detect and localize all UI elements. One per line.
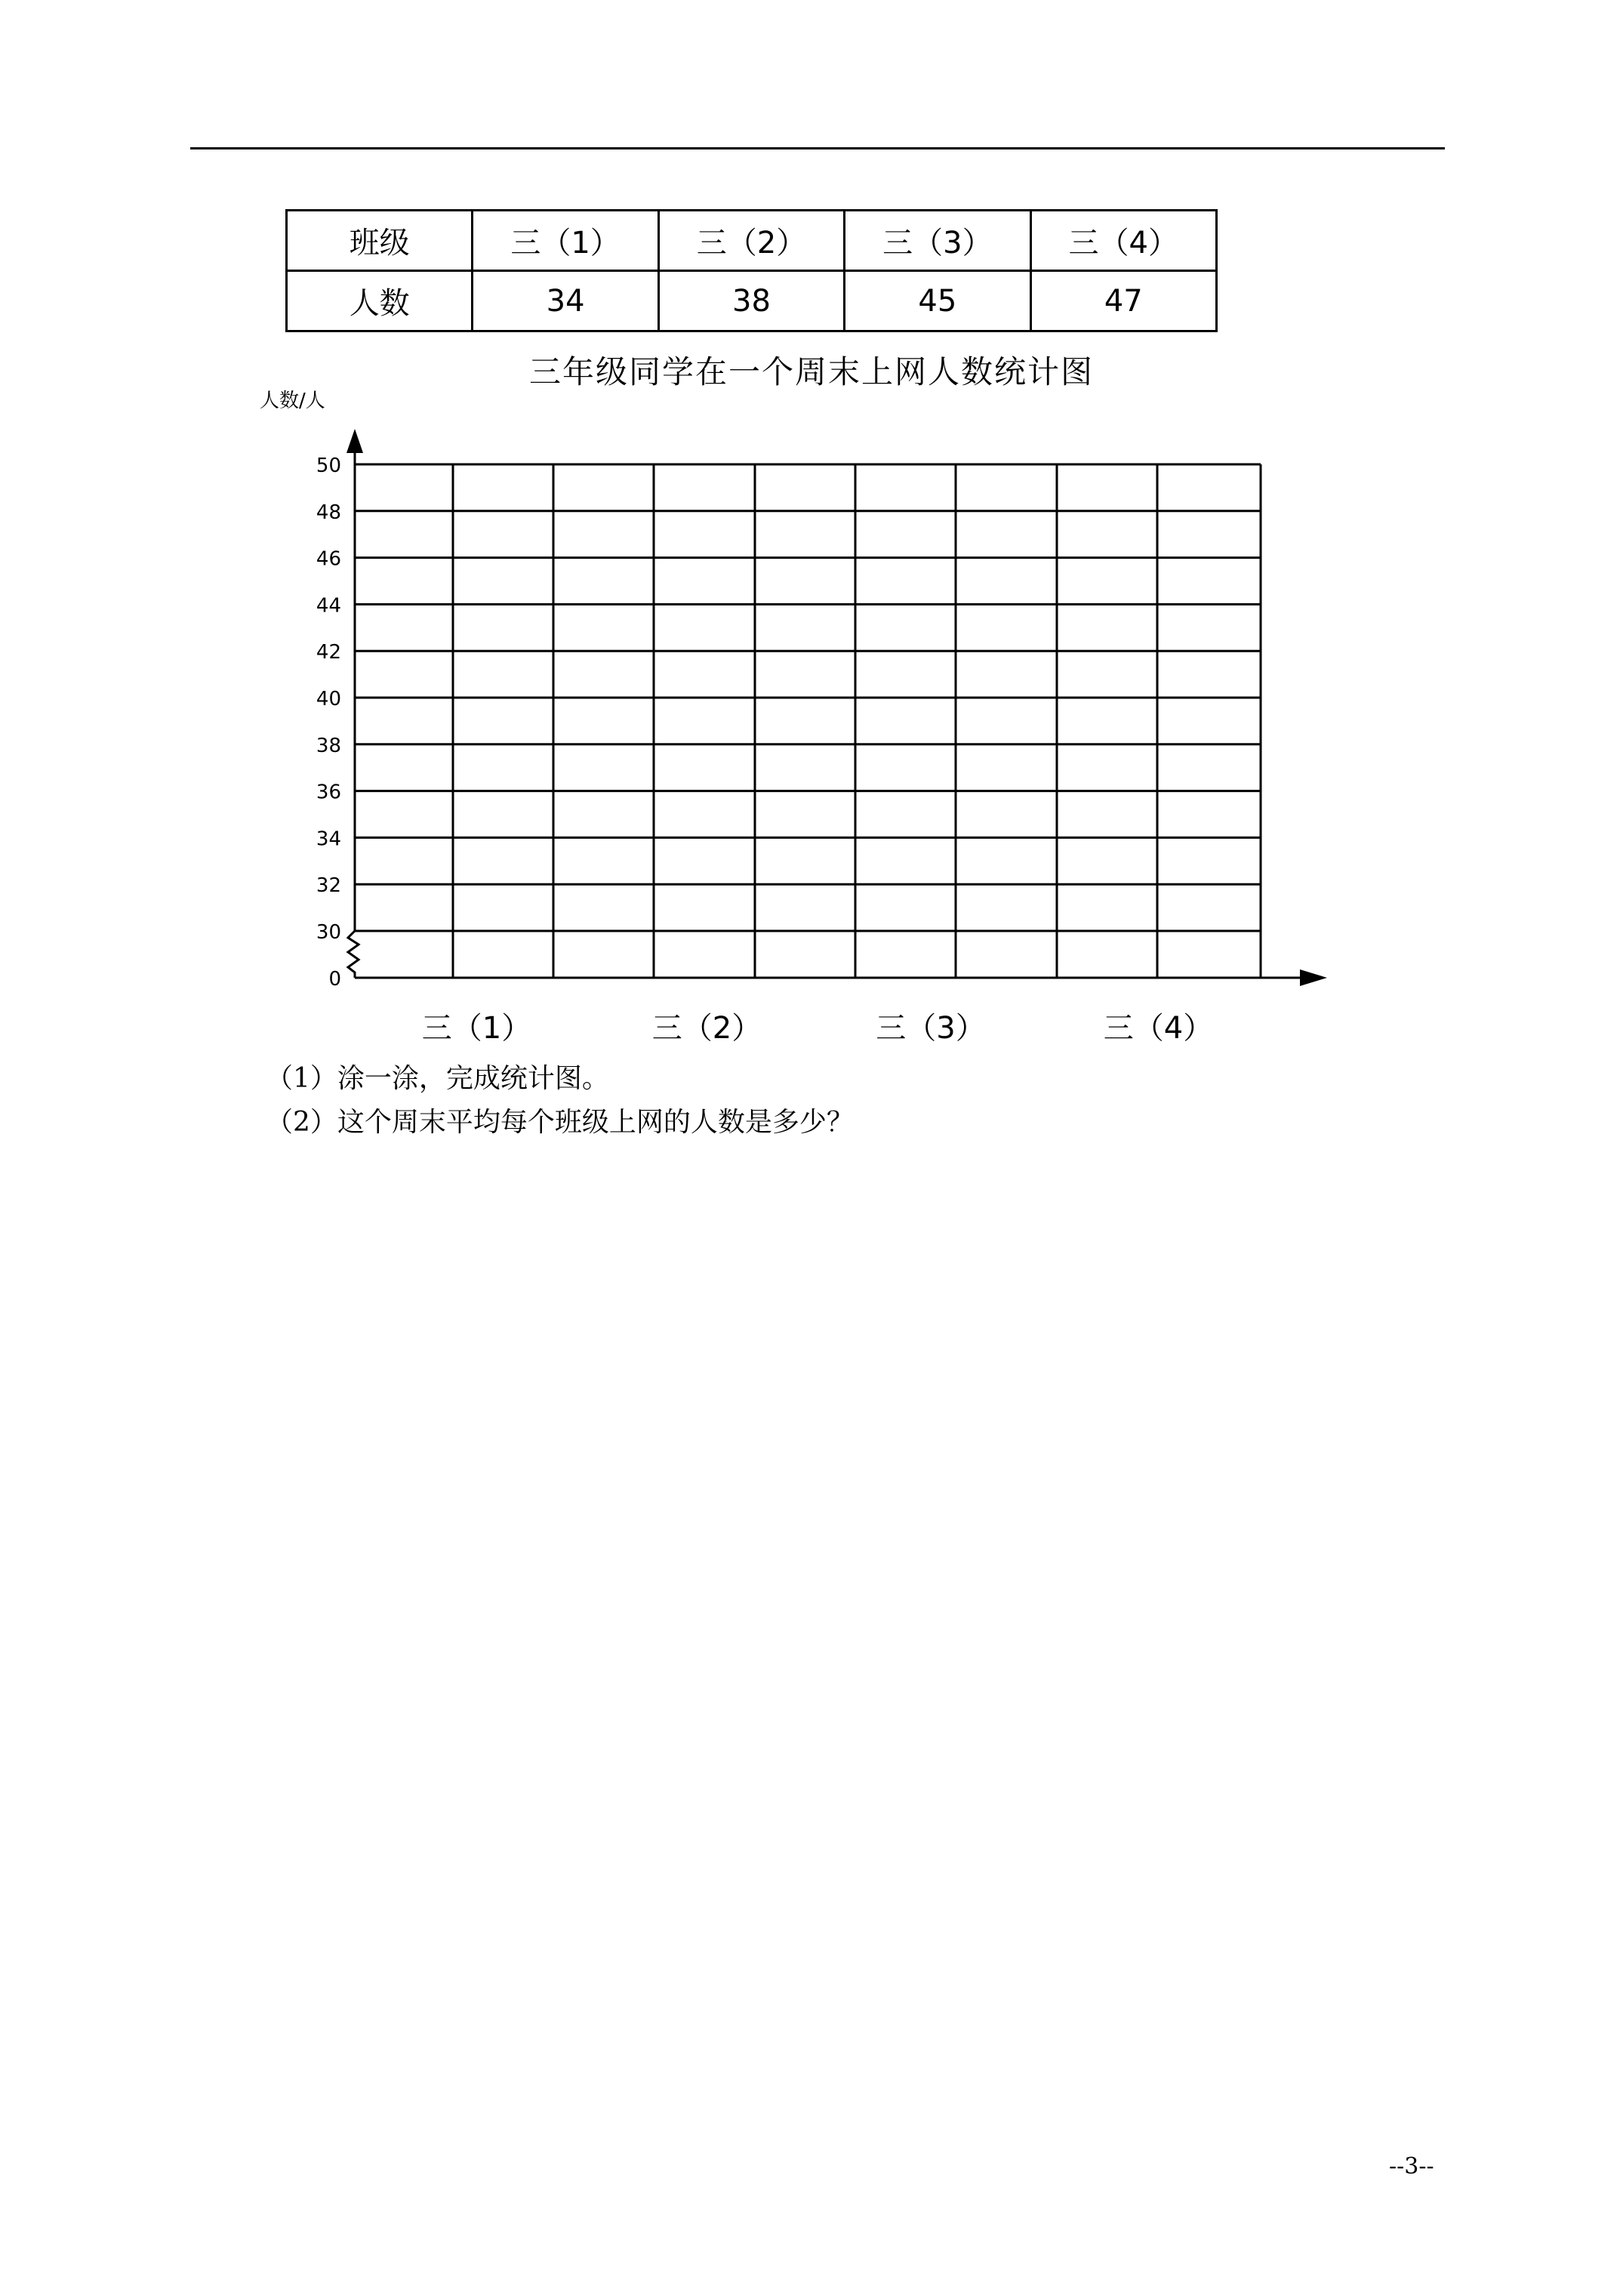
chart-title: 三年级同学在一个周末上网人数统计图: [528, 353, 1094, 390]
table-cell: 38: [658, 271, 844, 331]
x-tick-label: 三（4）: [1103, 1011, 1214, 1046]
axis-break: [348, 931, 359, 978]
table-cell: 三（1）: [473, 211, 658, 271]
y-axis-label: 人数/人: [260, 390, 325, 412]
y-tick-label: 42: [316, 641, 341, 664]
y-tick-label: 40: [316, 688, 341, 710]
x-tick-label: 三（3）: [876, 1011, 986, 1046]
question-2: （2）这个周末平均每个班级上网的人数是多少？: [266, 1107, 854, 1138]
y-tick-label: 38: [316, 734, 341, 757]
table-cell: 45: [845, 271, 1030, 331]
y-axis-arrow: [346, 429, 363, 453]
table-cell: 34: [473, 271, 658, 331]
x-tick-label: 三（2）: [651, 1011, 762, 1046]
question-1: （1）涂一涂，完成统计图。: [266, 1063, 609, 1094]
table-cell: 三（2）: [658, 211, 844, 271]
y-tick-label: 0: [328, 968, 341, 991]
y-tick-label: 32: [316, 874, 341, 898]
x-axis-arrow: [1300, 969, 1327, 986]
bar-chart: [0, 0, 1623, 1057]
table-cell: 班级: [287, 211, 473, 271]
y-tick-label: 46: [316, 547, 341, 571]
table-cell: 47: [1030, 271, 1216, 331]
x-tick-label: 三（1）: [421, 1011, 532, 1046]
y-tick-label: 36: [316, 781, 341, 804]
table-cell: 三（3）: [845, 211, 1030, 271]
y-tick-label: 30: [316, 921, 341, 944]
page-number: --3--: [1389, 2153, 1434, 2180]
y-tick-label: 50: [316, 455, 341, 477]
y-tick-label: 34: [316, 827, 341, 851]
table-cell: 三（4）: [1030, 211, 1216, 271]
table-cell: 人数: [287, 271, 473, 331]
y-tick-label: 44: [316, 594, 341, 618]
y-tick-label: 48: [316, 501, 341, 524]
